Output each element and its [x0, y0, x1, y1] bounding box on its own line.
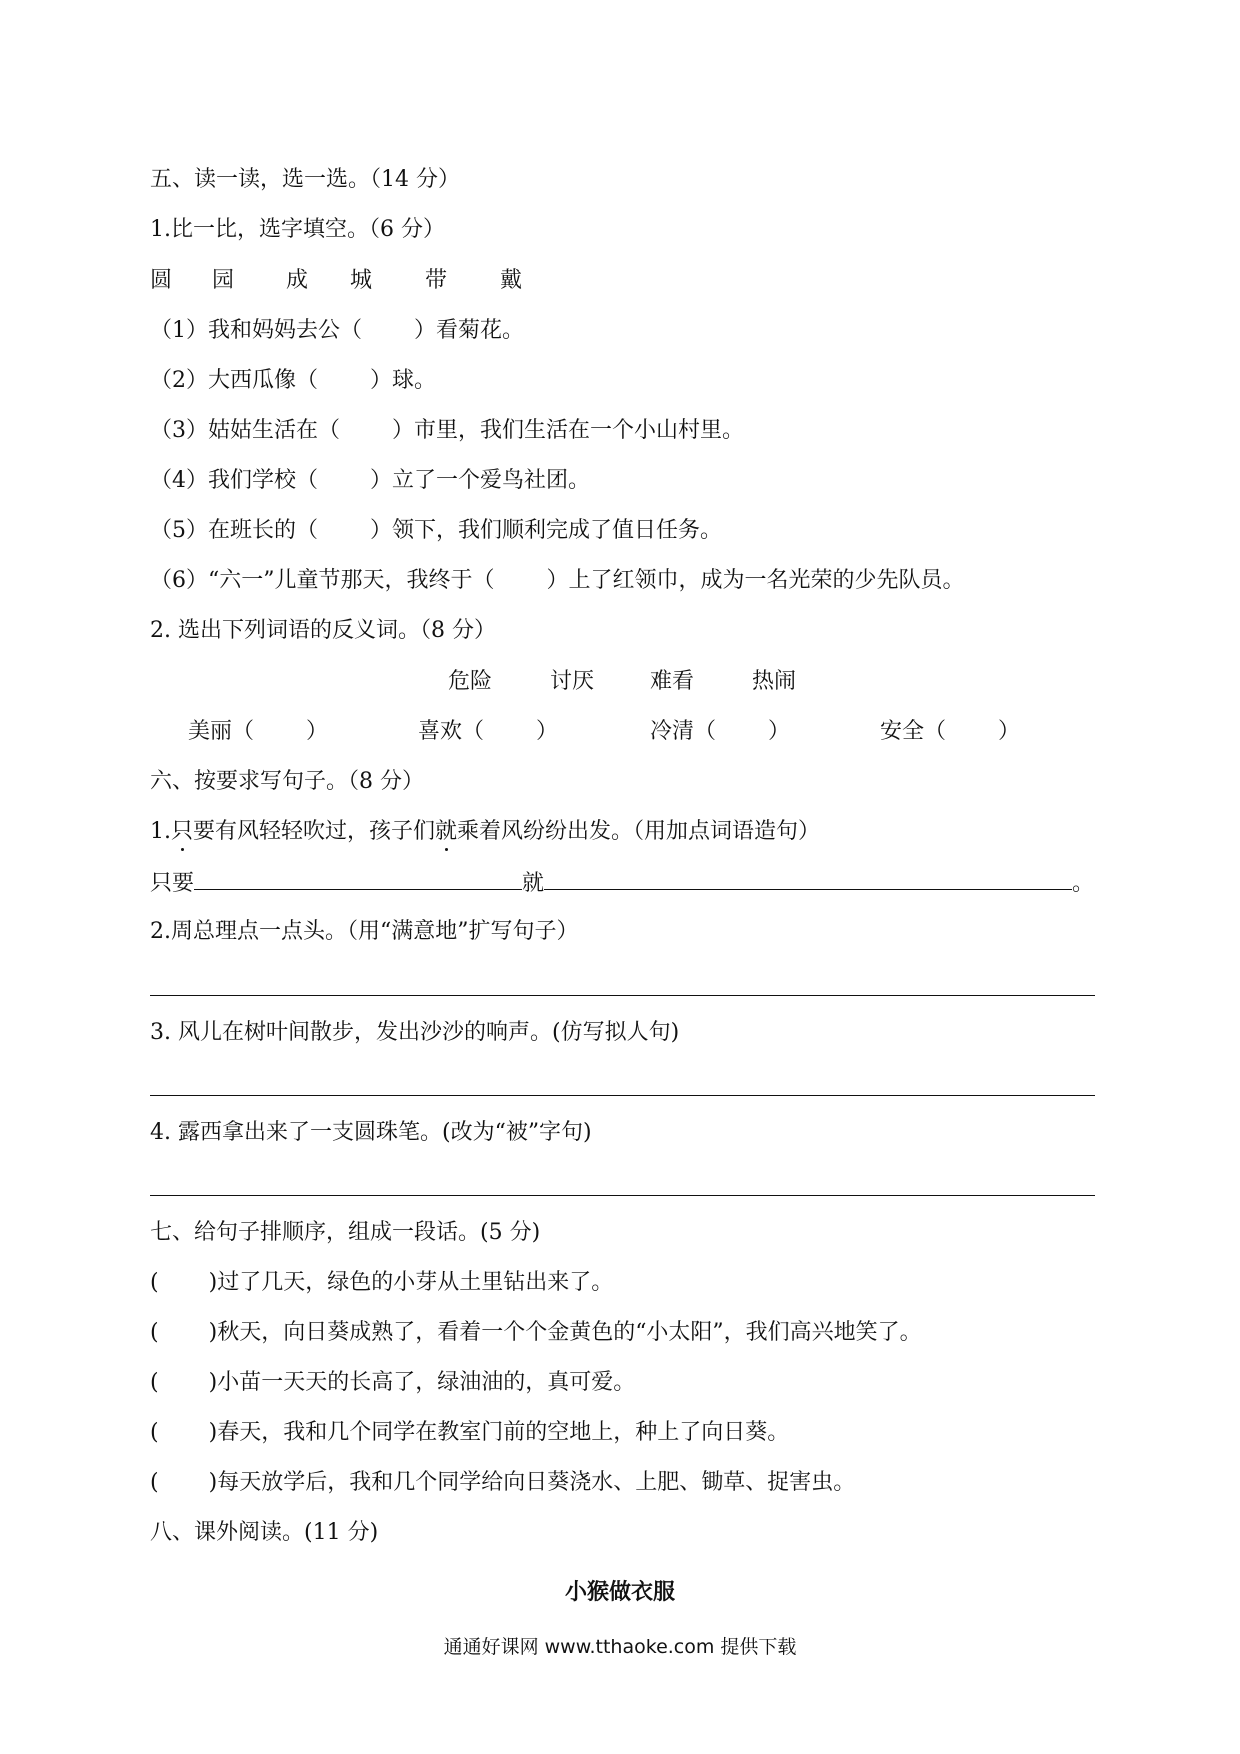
order-item	[150, 1468, 855, 1498]
fill-item	[150, 416, 744, 446]
footer-credit: 通通好课网 www.tthaoke.com 提供下载	[443, 1636, 797, 1658]
order-item	[150, 1418, 789, 1448]
item-text: （6）“六一”儿童节那天，我终于（	[150, 568, 495, 593]
char-option: 带	[425, 268, 448, 293]
item-text: 安全（	[880, 719, 947, 744]
order-item	[150, 1268, 613, 1298]
q1-title: 1.比一比，选字填空。（6 分）	[150, 217, 445, 242]
item-text: （3）姑姑生活在（	[150, 418, 340, 443]
item-text: (	[150, 1320, 159, 1345]
item-text: (	[150, 1470, 159, 1495]
item-text: )	[208, 1320, 218, 1345]
item-text: )	[208, 1420, 218, 1445]
item-text: (	[150, 1270, 159, 1295]
fill-item	[150, 566, 965, 596]
item-text: ）球。	[370, 368, 437, 393]
item-text: 过了几天，绿色的小芽从土里钻出来了。	[217, 1270, 614, 1295]
item-text: 冷清（	[650, 719, 717, 744]
item-text: ）	[768, 719, 791, 744]
item-text: （4）我们学校（	[150, 468, 318, 493]
fill-item	[150, 316, 524, 346]
fill-item	[150, 516, 722, 546]
story-title: 小猴做衣服	[564, 1579, 675, 1605]
antonym-blank-item	[880, 717, 1020, 747]
fill-item	[150, 466, 590, 496]
item-text: ）	[306, 719, 329, 744]
char-option: 戴	[500, 268, 523, 293]
item-text: （5）在班长的（	[150, 518, 318, 543]
item-text: ）	[536, 719, 559, 744]
answer-line[interactable]	[150, 1095, 1095, 1096]
item-text: )	[208, 1370, 218, 1395]
item-text: 每天放学后，我和几个同学给向日葵浇水、上肥、锄草、捉害虫。	[217, 1470, 856, 1495]
item-text: 春天，我和几个同学在教室门前的空地上，种上了向日葵。	[217, 1420, 790, 1445]
item-text: ）看菊花。	[414, 318, 525, 343]
char-option: 成	[286, 268, 309, 293]
item-text: 秋天，向日葵成熟了，看着一个个金黄色的“小太阳”，我们高兴地笑了。	[217, 1320, 922, 1345]
item-text: ）	[998, 719, 1021, 744]
s6-q3-prompt: 3. 风儿在树叶间散步，发出沙沙的响声。(仿写拟人句)	[150, 1020, 680, 1045]
char-option: 园	[212, 268, 235, 293]
char-option: 城	[350, 268, 373, 293]
item-text: 要有风轻轻吹过，孩子们	[193, 819, 436, 844]
item-text: ）上了红领巾，成为一名光荣的少先队员。	[546, 568, 965, 593]
antonym-option: 讨厌	[550, 669, 595, 694]
antonym-option: 难看	[650, 669, 695, 694]
item-text: (	[150, 1370, 159, 1395]
item-text: )	[208, 1470, 218, 1495]
emphasis-dot-word: 只	[171, 819, 194, 844]
antonym-blank-item	[650, 717, 790, 747]
item-text: （1）我和妈妈去公（	[150, 318, 362, 343]
answer-line[interactable]	[194, 867, 522, 890]
fill-item	[150, 366, 436, 396]
section6-title: 六、按要求写句子。（8 分）	[150, 769, 424, 794]
s6-q4-prompt: 4. 露西拿出来了一支圆珠笔。(改为“被”字句)	[150, 1120, 592, 1145]
q2-title: 2. 选出下列词语的反义词。（8 分）	[150, 618, 496, 643]
item-text: 美丽（	[188, 719, 255, 744]
item-text: ）立了一个爱鸟社团。	[370, 468, 591, 493]
item-text: 只要	[150, 871, 195, 896]
s6-q1-answer	[150, 867, 1094, 899]
answer-line[interactable]	[544, 867, 1072, 890]
answer-line[interactable]	[150, 995, 1095, 996]
antonym-blank-item	[418, 717, 558, 747]
emphasis-dot-word: 就	[435, 819, 458, 844]
section5-title: 五、读一读，选一选。（14 分）	[150, 167, 460, 192]
item-text: 就	[522, 871, 545, 896]
s6-q2-prompt: 2.周总理点一点头。（用“满意地”扩写句子）	[150, 919, 579, 944]
order-item	[150, 1318, 922, 1348]
item-text: 乘着风纷纷出发。（用加点词语造句）	[457, 819, 821, 844]
item-text: (	[150, 1420, 159, 1445]
item-text: ）领下，我们顺利完成了值日任务。	[370, 518, 723, 543]
item-text: 。	[1072, 871, 1095, 896]
section8-title: 八、课外阅读。(11 分)	[150, 1520, 379, 1545]
item-text: 小苗一天天的长高了，绿油油的，真可爱。	[217, 1370, 636, 1395]
answer-line[interactable]	[150, 1195, 1095, 1196]
item-text: 喜欢（	[418, 719, 485, 744]
s6-q1-prompt	[150, 817, 820, 847]
item-text: （2）大西瓜像（	[150, 368, 318, 393]
section7-title: 七、给句子排顺序，组成一段话。(5 分)	[150, 1220, 541, 1245]
item-text: 1.	[150, 819, 171, 844]
antonym-option: 热闹	[752, 669, 797, 694]
item-text: )	[208, 1270, 218, 1295]
order-item	[150, 1368, 635, 1398]
antonym-option: 危险	[448, 669, 493, 694]
antonym-blank-item	[188, 717, 328, 747]
char-option: 圆	[150, 268, 173, 293]
item-text: ）市里，我们生活在一个小山村里。	[392, 418, 745, 443]
